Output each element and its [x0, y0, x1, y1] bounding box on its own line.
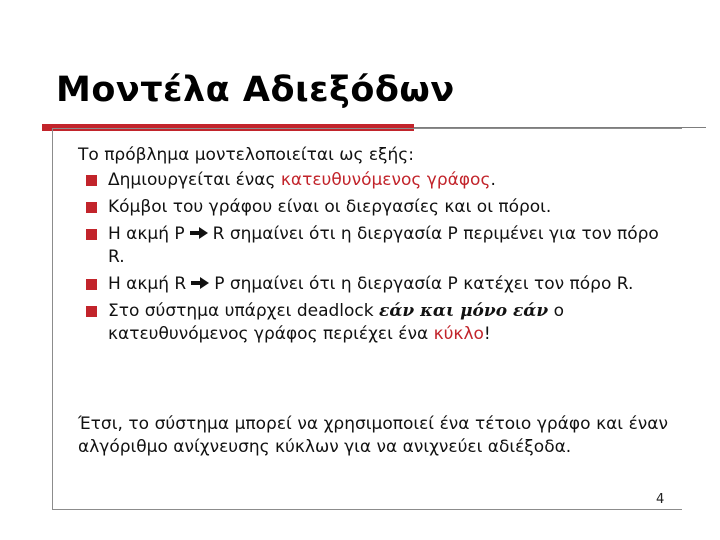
bullet-list: [84, 169, 664, 350]
bullet-text: ο κατευθυνόμενος γράφος περιέχει ένα: [108, 301, 564, 344]
emphasis-iff: εάν και μόνο εάν: [379, 301, 549, 321]
bullet-text: Κόμβοι του γράφου είναι οι διεργασίες και οι πόροι.: [108, 197, 552, 217]
bullet-text: R σημαίνει ότι η διεργασία P περιμένει για τον πόρο R.: [108, 224, 659, 267]
red-square-bullet-icon: [86, 175, 97, 186]
right-arrow-icon: [189, 226, 209, 240]
bullet-item-edge-p-to-r: [84, 223, 664, 269]
conclusion-text: Έτσι, το σύστημα μπορεί να χρησιμοποιεί ένα τέτοιο γράφο και έναν αλγόριθμο ανίχνευσης κύκλων για να ανιχνεύει αδιέξοδα.: [78, 414, 668, 457]
right-arrow-icon: [190, 276, 210, 290]
intro-text: Το πρόβλημα μοντελοποιείται ως εξής:: [78, 145, 415, 165]
bullet-item-directed-graph: [84, 169, 664, 192]
bullet-text: Η ακμή P: [108, 224, 185, 244]
bullet-item-nodes: [84, 196, 664, 219]
red-square-bullet-icon: [86, 279, 97, 290]
bullet-text: .: [490, 170, 496, 190]
highlight-cycle: κύκλο: [433, 324, 484, 344]
red-square-bullet-icon: [86, 202, 97, 213]
bullet-text: Η ακμή R: [108, 274, 187, 294]
red-square-bullet-icon: [86, 229, 97, 240]
bullet-item-deadlock-condition: [84, 300, 664, 346]
bullet-text: Δημιουργείται ένας: [108, 170, 281, 190]
bullet-text: !: [483, 324, 491, 344]
highlight-directed-graph: κατευθυνόμενος γράφος: [280, 170, 491, 190]
red-square-bullet-icon: [86, 306, 97, 317]
bullet-item-edge-r-to-p: [84, 273, 664, 296]
page-number: 4: [656, 492, 665, 507]
slide-title: Μοντέλα Αδιεξόδων: [56, 70, 455, 110]
bullet-text: Στο σύστημα υπάρχει deadlock: [108, 301, 380, 321]
bullet-text: P σημαίνει ότι η διεργασία P κατέχει τον πόρο R.: [214, 274, 634, 294]
